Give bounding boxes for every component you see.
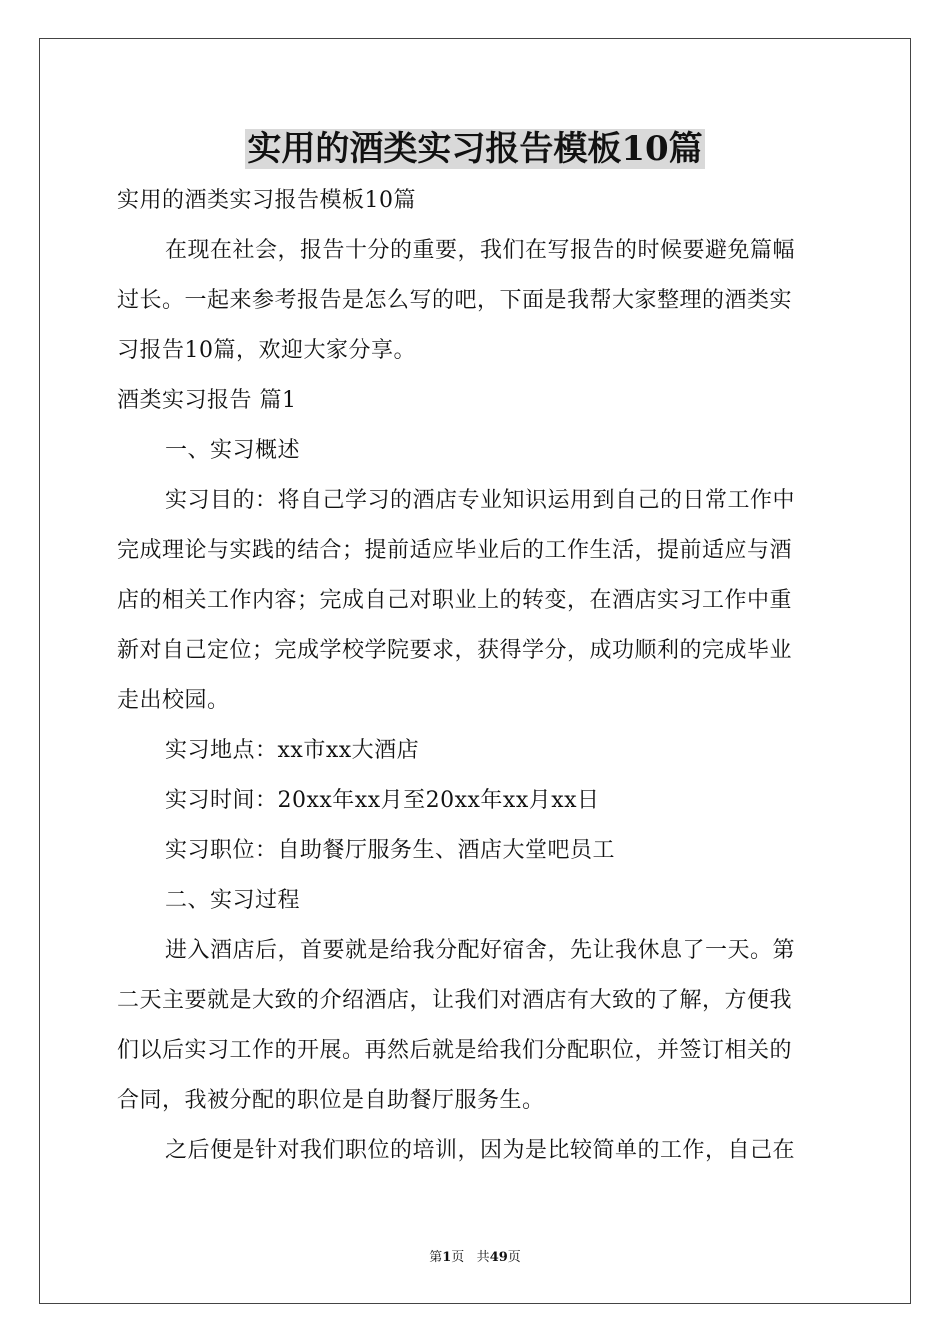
purpose-line-4: 新对自己定位；完成学校学院要求，获得学分，成功顺利的完成毕业 [117,638,793,663]
intro-line-3: 习报告10篇，欢迎大家分享。 [117,338,416,363]
purpose-paragraph [117,476,833,726]
document-title-text: 实用的酒类实习报告模板10篇 [247,129,703,169]
process-paragraph [117,926,833,1126]
process-line-4: 合同，我被分配的职位是自助餐厅服务生。 [117,1088,545,1113]
total-prefix: 共 [476,1250,490,1265]
purpose-line-1: 实习目的：将自己学习的酒店专业知识运用到自己的日常工作中 [165,488,796,513]
part1-heading: 一、实习概述 [165,438,301,463]
intro-line-1: 在现在社会，报告十分的重要，我们在写报告的时候要避免篇幅 [165,238,796,263]
page-suffix: 页 [451,1250,465,1265]
total-suffix: 页 [507,1250,521,1265]
intro-line-2: 过长。一起来参考报告是怎么写的吧，下面是我帮大家整理的酒类实 [117,288,793,313]
process-line-1: 进入酒店后，首要就是给我分配好宿舍，先让我休息了一天。第 [165,938,796,963]
process-line-3: 们以后实习工作的开展。再然后就是给我们分配职位，并签订相关的 [117,1038,793,1063]
section-heading: 酒类实习报告 篇1 [117,388,297,413]
document-body [117,176,833,1176]
page-number: 1 [442,1250,452,1265]
page-footer [0,1246,950,1265]
total-pages: 49 [489,1250,508,1265]
internship-time: 实习时间：20xx年xx月至20xx年xx月xx日 [165,788,600,813]
part2-heading: 二、实习过程 [165,888,301,913]
internship-location: 实习地点：xx市xx大酒店 [165,738,420,763]
purpose-line-3: 店的相关工作内容；完成自己对职业上的转变，在酒店实习工作中重 [117,588,793,613]
purpose-line-5: 走出校园。 [117,688,230,713]
document-title [0,125,950,173]
intro-paragraph [117,226,833,376]
training-line: 之后便是针对我们职位的培训，因为是比较简单的工作，自己在 [165,1138,796,1163]
purpose-line-2: 完成理论与实践的结合；提前适应毕业后的工作生活，提前适应与酒 [117,538,793,563]
process-line-2: 二天主要就是大致的介绍酒店，让我们对酒店有大致的了解，方便我 [117,988,793,1013]
page-prefix: 第 [429,1250,443,1265]
document-subtitle: 实用的酒类实习报告模板10篇 [117,188,416,213]
internship-position: 实习职位：自助餐厅服务生、酒店大堂吧员工 [165,838,616,863]
